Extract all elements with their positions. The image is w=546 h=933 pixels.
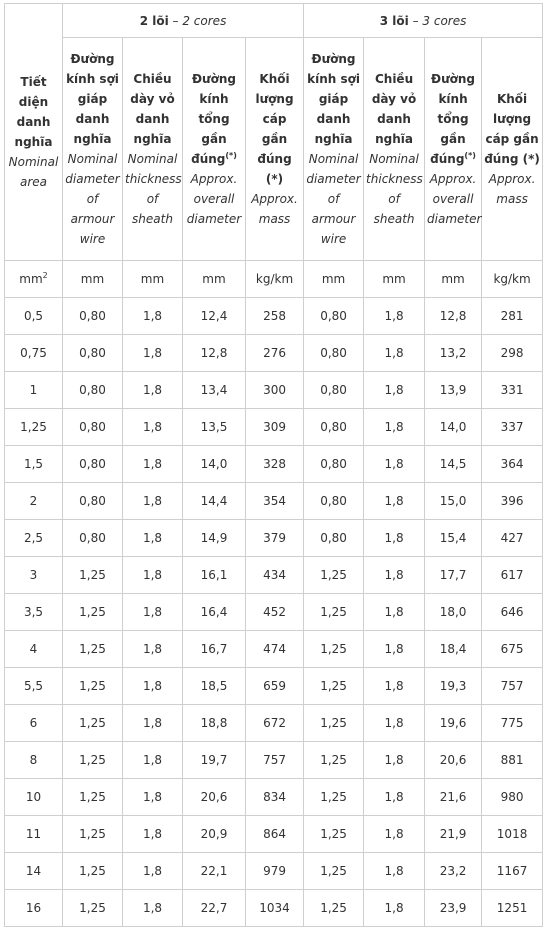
table-cell: 14,0 [425, 409, 482, 446]
header-vi: Khối lượng cáp gần đúng (*) [255, 72, 294, 186]
table-cell: 1,8 [123, 631, 183, 668]
header-sheath-thickness [123, 38, 183, 261]
table-cell: 337 [482, 409, 543, 446]
group-3-en: 3 cores [422, 13, 467, 28]
table-cell: 19,7 [183, 742, 246, 779]
header-en: Approx. mass [251, 192, 298, 226]
group-3-vi: 3 lõi [379, 13, 409, 28]
table-row [5, 705, 543, 742]
table-cell: 1,5 [5, 446, 63, 483]
table-cell: 5,5 [5, 668, 63, 705]
table-cell: 1018 [482, 816, 543, 853]
unit-cell: kg/km [482, 261, 543, 298]
table-cell: 1,8 [364, 668, 425, 705]
table-cell: 14,0 [183, 446, 246, 483]
table-cell: 12,4 [183, 298, 246, 335]
table-cell: 0,80 [63, 409, 123, 446]
unit-cell: kg/km [246, 261, 304, 298]
table-cell: 1,8 [123, 779, 183, 816]
header-approx-mass [482, 38, 543, 261]
header-en: Approx. overall diameter [427, 172, 482, 226]
table-cell: 364 [482, 446, 543, 483]
table-cell: 14,5 [425, 446, 482, 483]
table-cell: 1,8 [123, 409, 183, 446]
table-cell: 427 [482, 520, 543, 557]
table-cell: 354 [246, 483, 304, 520]
table-cell: 1,8 [123, 816, 183, 853]
table-cell: 1,8 [123, 853, 183, 890]
table-cell: 1,8 [364, 816, 425, 853]
table-cell: 775 [482, 705, 543, 742]
table-cell: 379 [246, 520, 304, 557]
table-cell: 13,5 [183, 409, 246, 446]
table-cell: 1 [5, 372, 63, 409]
table-cell: 1,25 [304, 594, 364, 631]
table-cell: 646 [482, 594, 543, 631]
table-cell: 1,8 [123, 446, 183, 483]
table-cell: 474 [246, 631, 304, 668]
table-cell: 3 [5, 557, 63, 594]
table-cell: 1167 [482, 853, 543, 890]
table-cell: 675 [482, 631, 543, 668]
table-row [5, 557, 543, 594]
header-overall-diameter [425, 38, 482, 261]
header-cross-section-en: Nominal area [8, 155, 59, 189]
unit-cell: mm [364, 261, 425, 298]
table-cell: 1,8 [123, 557, 183, 594]
table-cell: 1,25 [304, 668, 364, 705]
table-cell: 13,2 [425, 335, 482, 372]
header-en: Approx. overall diameter [186, 172, 242, 226]
header-vi: Khối lượng cáp gần đúng (*) [484, 92, 540, 166]
table-cell: 4 [5, 631, 63, 668]
table-cell: 1,8 [364, 705, 425, 742]
table-cell: 298 [482, 335, 543, 372]
table-cell: 1,8 [123, 594, 183, 631]
unit-cell: mm [123, 261, 183, 298]
table-cell: 13,9 [425, 372, 482, 409]
table-cell: 14,4 [183, 483, 246, 520]
table-cell: 1,8 [123, 520, 183, 557]
header-vi: Đường kính tổng gần đúng [191, 72, 236, 166]
table-cell: 1,8 [123, 668, 183, 705]
table-cell: 1,8 [364, 298, 425, 335]
header-armour-wire-diameter [63, 38, 123, 261]
table-cell: 1,25 [5, 409, 63, 446]
table-row [5, 483, 543, 520]
table-row [5, 853, 543, 890]
table-cell: 331 [482, 372, 543, 409]
table-cell: 1,8 [364, 594, 425, 631]
table-row [5, 816, 543, 853]
table-cell: 672 [246, 705, 304, 742]
table-cell: 21,6 [425, 779, 482, 816]
header-sup: (*) [225, 151, 237, 160]
unit-cell: mm [63, 261, 123, 298]
table-cell: 1,8 [364, 779, 425, 816]
table-cell: 18,8 [183, 705, 246, 742]
table-row [5, 409, 543, 446]
table-cell: 16 [5, 890, 63, 927]
table-cell: 276 [246, 335, 304, 372]
table-cell: 1251 [482, 890, 543, 927]
table-cell: 0,80 [304, 409, 364, 446]
table-cell: 396 [482, 483, 543, 520]
table-cell: 11 [5, 816, 63, 853]
units-body [5, 261, 543, 298]
table-cell: 1,8 [123, 705, 183, 742]
header-overall-diameter [183, 38, 246, 261]
unit-cell: mm [183, 261, 246, 298]
table-cell: 757 [246, 742, 304, 779]
table-cell: 980 [482, 779, 543, 816]
table-cell: 0,80 [304, 335, 364, 372]
group-header-3-cores [304, 4, 543, 38]
table-cell: 19,3 [425, 668, 482, 705]
table-cell: 1,25 [304, 779, 364, 816]
table-row [5, 335, 543, 372]
unit-area-sup: 2 [42, 271, 48, 280]
table-row [5, 668, 543, 705]
table-cell: 1,25 [63, 705, 123, 742]
table-cell: 16,4 [183, 594, 246, 631]
header-sheath-thickness [364, 38, 425, 261]
header-cross-section-vi: Tiết diện danh nghĩa [14, 75, 53, 149]
table-cell: 1,25 [304, 816, 364, 853]
unit-area: mm [19, 272, 43, 286]
table-cell: 834 [246, 779, 304, 816]
group-2-vi: 2 lõi [139, 13, 169, 28]
table-cell: 20,9 [183, 816, 246, 853]
table-cell: 1,8 [364, 557, 425, 594]
table-cell: 15,0 [425, 483, 482, 520]
table-cell: 1,25 [304, 631, 364, 668]
table-cell: 14,9 [183, 520, 246, 557]
table-cell: 300 [246, 372, 304, 409]
unit-cell: mm [304, 261, 364, 298]
table-cell: 0,80 [304, 372, 364, 409]
group-2-en: 2 cores [182, 13, 227, 28]
table-cell: 0,80 [63, 446, 123, 483]
table-cell: 1,8 [123, 298, 183, 335]
table-cell: 16,7 [183, 631, 246, 668]
table-cell: 1,8 [364, 520, 425, 557]
table-cell: 0,80 [63, 520, 123, 557]
header-vi: Đường kính sợi giáp danh nghĩa [307, 52, 360, 146]
table-cell: 0,80 [63, 372, 123, 409]
table-cell: 1,8 [364, 409, 425, 446]
table-row [5, 631, 543, 668]
table-cell: 0,80 [63, 335, 123, 372]
table-row [5, 779, 543, 816]
table-cell: 0,80 [304, 520, 364, 557]
header-cross-section [5, 4, 63, 261]
table-cell: 1,25 [63, 594, 123, 631]
table-row [5, 890, 543, 927]
table-cell: 1,25 [63, 668, 123, 705]
table-cell: 1,8 [364, 631, 425, 668]
table-cell: 434 [246, 557, 304, 594]
table-cell: 452 [246, 594, 304, 631]
table-cell: 1034 [246, 890, 304, 927]
table-cell: 864 [246, 816, 304, 853]
table-cell: 0,80 [304, 483, 364, 520]
table-cell: 12,8 [425, 298, 482, 335]
table-cell: 16,1 [183, 557, 246, 594]
table-cell: 23,9 [425, 890, 482, 927]
table-row [5, 594, 543, 631]
table-cell: 881 [482, 742, 543, 779]
group-header-2-cores [63, 4, 304, 38]
table-row [5, 446, 543, 483]
table-cell: 1,8 [364, 446, 425, 483]
table-cell: 1,25 [63, 779, 123, 816]
header-en: Approx. mass [488, 172, 536, 206]
header-approx-mass [246, 38, 304, 261]
table-cell: 1,25 [63, 890, 123, 927]
units-row [5, 261, 543, 298]
header-armour-wire-diameter [304, 38, 364, 261]
table-header [5, 4, 543, 261]
table-cell: 1,8 [123, 742, 183, 779]
header-en: Nominal diameter of armour wire [306, 152, 361, 246]
group-2-sep: – [168, 13, 183, 28]
table-cell: 617 [482, 557, 543, 594]
cable-spec-table [4, 3, 543, 927]
header-vi: Chiều dày vỏ danh nghĩa [130, 72, 175, 146]
group-3-sep: – [408, 13, 423, 28]
table-cell: 757 [482, 668, 543, 705]
table-cell: 281 [482, 298, 543, 335]
table-cell: 12,8 [183, 335, 246, 372]
table-cell: 1,25 [304, 853, 364, 890]
table-cell: 20,6 [183, 779, 246, 816]
unit-cell: mm [425, 261, 482, 298]
table-cell: 1,8 [123, 890, 183, 927]
table-cell: 1,8 [364, 742, 425, 779]
table-cell: 328 [246, 446, 304, 483]
table-cell: 0,80 [304, 446, 364, 483]
table-cell: 19,6 [425, 705, 482, 742]
table-cell: 0,80 [63, 483, 123, 520]
table-cell: 1,25 [304, 557, 364, 594]
table-cell: 18,0 [425, 594, 482, 631]
table-cell: 8 [5, 742, 63, 779]
header-vi: Đường kính sợi giáp danh nghĩa [66, 52, 119, 146]
table-cell: 2,5 [5, 520, 63, 557]
table-cell: 1,8 [364, 890, 425, 927]
table-cell: 1,25 [63, 557, 123, 594]
table-cell: 13,4 [183, 372, 246, 409]
table-cell: 1,8 [364, 853, 425, 890]
table-cell: 17,7 [425, 557, 482, 594]
table-cell: 21,9 [425, 816, 482, 853]
header-sup: (*) [464, 151, 476, 160]
table-cell: 1,25 [304, 890, 364, 927]
table-cell: 1,8 [123, 335, 183, 372]
table-cell: 309 [246, 409, 304, 446]
table-row [5, 520, 543, 557]
table-cell: 0,80 [63, 298, 123, 335]
table-cell: 1,25 [304, 705, 364, 742]
table-cell: 15,4 [425, 520, 482, 557]
table-cell: 0,5 [5, 298, 63, 335]
header-vi: Chiều dày vỏ danh nghĩa [371, 72, 417, 146]
table-cell: 6 [5, 705, 63, 742]
table-cell: 10 [5, 779, 63, 816]
table-cell: 0,75 [5, 335, 63, 372]
table-cell: 979 [246, 853, 304, 890]
table-cell: 18,5 [183, 668, 246, 705]
table-cell: 1,8 [364, 335, 425, 372]
table-cell: 659 [246, 668, 304, 705]
table-cell: 1,8 [364, 372, 425, 409]
table-row [5, 372, 543, 409]
header-vi: Đường kính tổng gần đúng [430, 72, 476, 166]
table-cell: 1,25 [63, 631, 123, 668]
table-row [5, 742, 543, 779]
table-cell: 3,5 [5, 594, 63, 631]
table-cell: 18,4 [425, 631, 482, 668]
table-cell: 1,25 [304, 742, 364, 779]
table-cell: 1,25 [63, 816, 123, 853]
table-cell: 0,80 [304, 298, 364, 335]
table-cell: 1,25 [63, 853, 123, 890]
table-cell: 1,8 [123, 483, 183, 520]
table-cell: 22,1 [183, 853, 246, 890]
table-cell: 258 [246, 298, 304, 335]
table-row [5, 298, 543, 335]
table-cell: 1,8 [123, 372, 183, 409]
header-en: Nominal diameter of armour wire [65, 152, 120, 246]
data-body [5, 298, 543, 927]
table-cell: 1,8 [364, 483, 425, 520]
table-cell: 20,6 [425, 742, 482, 779]
header-en: Nominal thickness of sheath [125, 152, 182, 226]
unit-cell-area [5, 261, 63, 298]
table-cell: 1,25 [63, 742, 123, 779]
table-cell: 14 [5, 853, 63, 890]
table-cell: 23,2 [425, 853, 482, 890]
header-en: Nominal thickness of sheath [366, 152, 423, 226]
table-cell: 2 [5, 483, 63, 520]
table-cell: 22,7 [183, 890, 246, 927]
